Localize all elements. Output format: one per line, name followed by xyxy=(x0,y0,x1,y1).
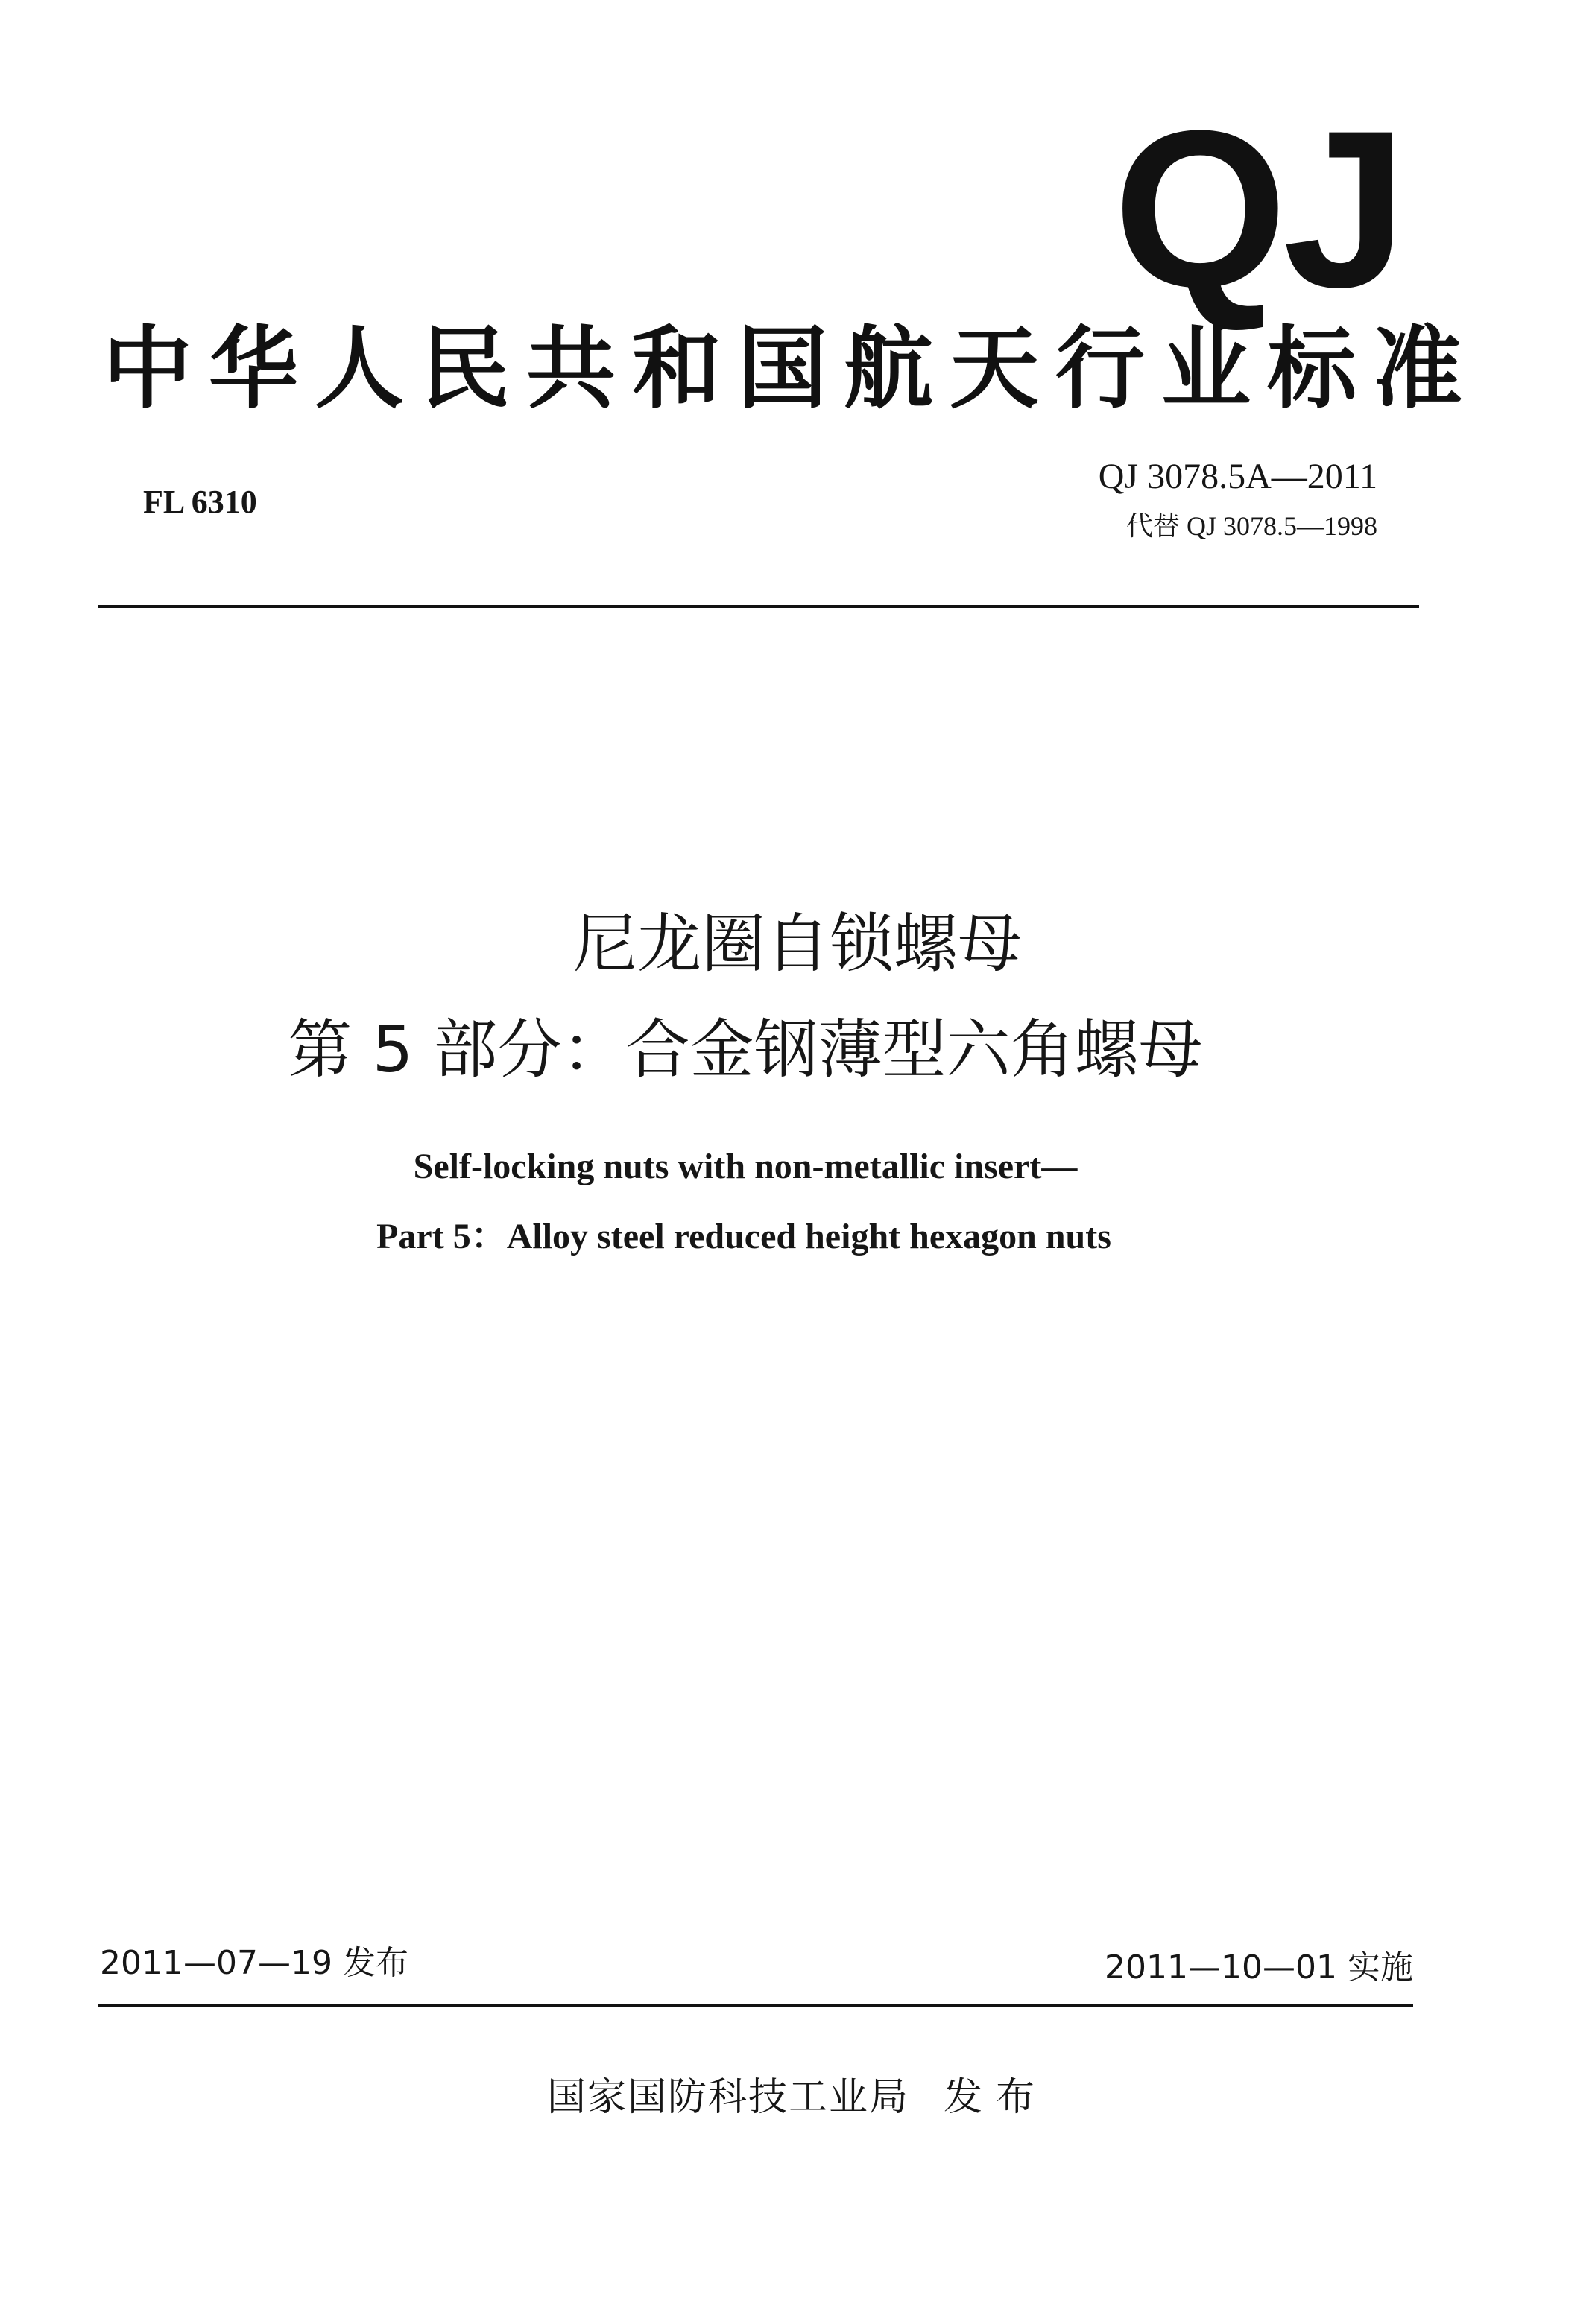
organization-title: 中华人民共和国航天行业标准 xyxy=(103,317,1479,421)
standard-number: QJ 3078.5A—2011 xyxy=(1098,457,1377,496)
header-divider xyxy=(98,605,1419,608)
publisher-action: 发布 xyxy=(944,2075,1049,2120)
effective-date: 2011—10—01 实施 xyxy=(1105,1948,1413,1986)
title-english-line-2: Part 5：Alloy steel reduced height hexagon nuts xyxy=(376,1217,1111,1256)
replaces-standard: 代替 QJ 3078.5—1998 xyxy=(1125,511,1377,541)
publisher-name: 国家国防科技工业局 xyxy=(546,2075,909,2120)
title-chinese-line-2: 第 5 部分：合金钢薄型六角螺母 xyxy=(288,1013,1203,1087)
publisher-line xyxy=(0,2065,1595,2121)
classification-code: FL 6310 xyxy=(143,484,257,520)
qj-logo: QJ xyxy=(1113,83,1403,334)
title-chinese-line-1: 尼龙圈自锁螺母 xyxy=(573,907,1022,981)
title-english-line-1: Self-locking nuts with non-metallic insert— xyxy=(413,1147,1078,1186)
footer-divider xyxy=(98,2004,1413,2007)
issue-date: 2011—07—19 发布 xyxy=(100,1944,408,1982)
